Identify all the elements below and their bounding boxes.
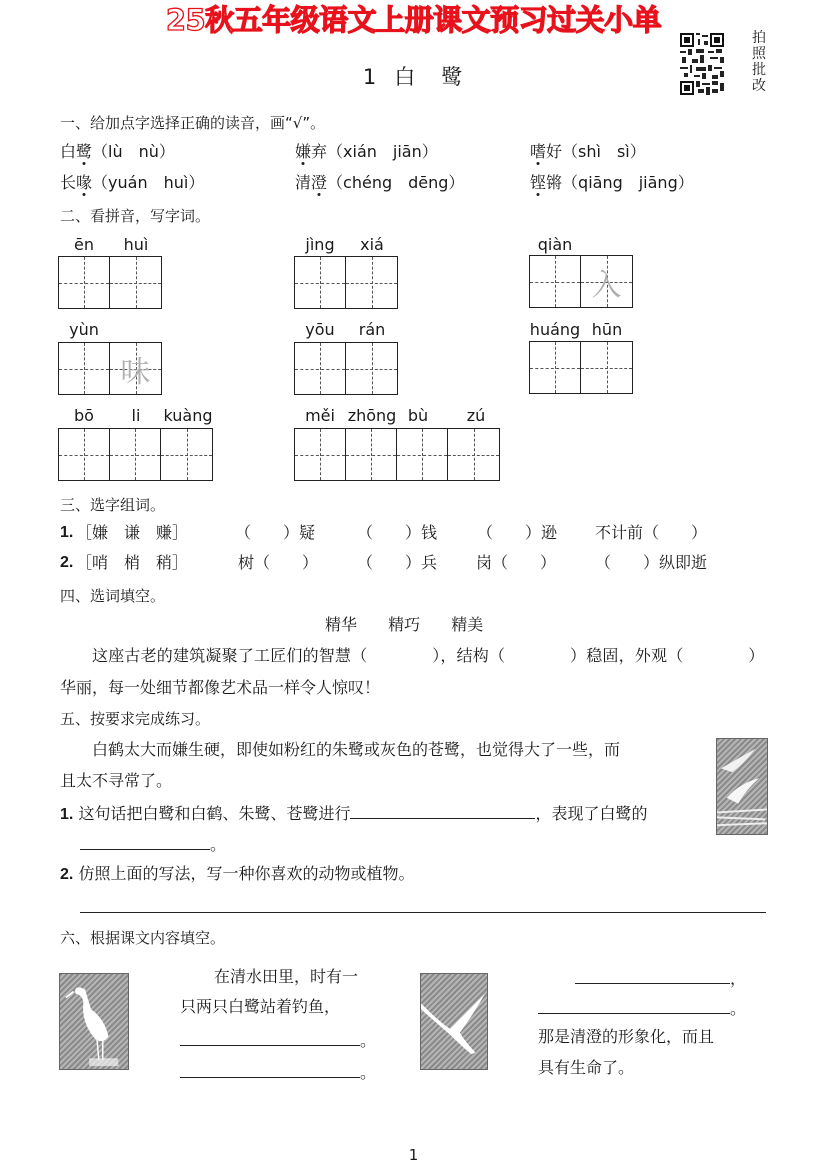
question-1 bbox=[60, 801, 720, 826]
pinyin-choice-item[interactable] bbox=[295, 172, 464, 194]
pinyin-syllable: yōu bbox=[305, 320, 335, 339]
pinyin-label bbox=[58, 406, 214, 426]
dotted-char: 澄 bbox=[311, 173, 328, 192]
pinyin-options: （yuán huì） bbox=[92, 173, 205, 192]
pinyin-options: （shì sì） bbox=[562, 142, 646, 161]
fill-blank[interactable]: （ ）钱 bbox=[357, 523, 438, 542]
text-right-line4: 具有生命了。 bbox=[538, 1058, 635, 1077]
writing-cell[interactable] bbox=[397, 429, 448, 480]
pinyin-choice-item[interactable] bbox=[295, 141, 438, 163]
lesson-char-2: 鹭 bbox=[441, 65, 465, 89]
question-text: ，表现了白鹭的 bbox=[535, 804, 648, 823]
writing-cell[interactable] bbox=[530, 256, 581, 307]
answer-line[interactable] bbox=[180, 1028, 360, 1046]
section6-heading: 六、根据课文内容填空。 bbox=[60, 929, 226, 947]
writing-cell[interactable] bbox=[581, 342, 632, 393]
word-options bbox=[325, 614, 483, 636]
pinyin-syllable: bù bbox=[407, 406, 429, 425]
question-text: 仿照上面的写法，写一种你喜欢的动物或植物。 bbox=[78, 864, 415, 883]
word-option: 精巧 bbox=[388, 615, 421, 634]
question-number: 2. bbox=[60, 866, 74, 883]
writing-cell[interactable] bbox=[448, 429, 499, 480]
writing-cell[interactable] bbox=[295, 257, 346, 308]
writing-cell[interactable] bbox=[295, 343, 346, 394]
lesson-number: 1 bbox=[362, 65, 379, 89]
text-left-blank1 bbox=[180, 1028, 376, 1052]
dotted-char: 喙 bbox=[76, 173, 93, 192]
writing-grid[interactable] bbox=[294, 428, 500, 481]
pinyin-syllable: li bbox=[131, 406, 141, 425]
egret-flying-image bbox=[420, 973, 488, 1070]
punctuation: 。 bbox=[730, 999, 747, 1018]
question-text: 这句话把白鹭和白鹤、朱鹭、苍鹭进行 bbox=[78, 804, 351, 823]
writing-cell[interactable] bbox=[530, 342, 581, 393]
writing-grid[interactable] bbox=[529, 341, 633, 394]
punctuation: 。 bbox=[210, 835, 227, 854]
pinyin-syllable: kuàng bbox=[163, 406, 213, 425]
pinyin-syllable: yùn bbox=[69, 320, 99, 339]
word-option: 精美 bbox=[451, 615, 484, 634]
pinyin-syllable: zú bbox=[466, 406, 486, 425]
writing-cell[interactable] bbox=[161, 429, 212, 480]
writing-cell[interactable] bbox=[581, 256, 632, 307]
pinyin-choice-item[interactable] bbox=[60, 172, 204, 194]
pinyin-label bbox=[529, 320, 633, 340]
section5-heading: 五、按要求完成练习。 bbox=[60, 710, 211, 728]
answer-line[interactable] bbox=[180, 1060, 360, 1078]
dotted-char: 嗜 bbox=[530, 142, 547, 161]
question-2 bbox=[60, 863, 414, 886]
fill-blank[interactable]: （ ）逊 bbox=[477, 523, 558, 542]
question-number: 1. bbox=[60, 806, 74, 823]
question-1-continued bbox=[80, 832, 226, 856]
pinyin-choice-item[interactable] bbox=[60, 141, 175, 163]
writing-cell[interactable] bbox=[346, 429, 397, 480]
dotted-char: 铿 bbox=[530, 173, 547, 192]
fill-blank[interactable]: （ ）纵即逝 bbox=[595, 553, 708, 572]
pinyin-label bbox=[294, 235, 398, 255]
text-left-line2: 只两只白鹭站着钓鱼， bbox=[180, 997, 341, 1016]
fill-sentence-line1[interactable]: 这座古老的建筑凝聚了工匠们的智慧（ ），结构（ ）稳固，外观（ ） bbox=[92, 646, 765, 665]
word-part: 清 bbox=[295, 173, 312, 192]
pinyin-options: （xián jiān） bbox=[327, 142, 438, 161]
answer-line[interactable] bbox=[80, 832, 210, 850]
pinyin-syllable: huì bbox=[123, 235, 149, 254]
pinyin-label bbox=[58, 320, 162, 340]
lesson-char-1: 白 bbox=[394, 65, 418, 89]
section3-heading: 三、选字组词。 bbox=[60, 496, 166, 514]
writing-cell[interactable] bbox=[346, 343, 397, 394]
qr-label-char: 改 bbox=[752, 78, 766, 94]
writing-grid[interactable] bbox=[58, 256, 162, 309]
fill-blank[interactable]: 不计前（ ） bbox=[595, 523, 708, 542]
writing-cell[interactable] bbox=[110, 343, 161, 394]
word-part: 好 bbox=[546, 142, 563, 161]
pinyin-syllable: zhōng bbox=[347, 406, 397, 425]
dotted-char: 嫌 bbox=[295, 142, 312, 161]
passage-line2: 且太不寻常了。 bbox=[60, 771, 173, 790]
pinyin-choice-item[interactable] bbox=[530, 172, 694, 194]
text-left-blank2 bbox=[180, 1060, 376, 1084]
egret-standing-image bbox=[59, 973, 129, 1070]
section2-heading: 二、看拼音，写字词。 bbox=[60, 207, 211, 225]
char-choices: ［嫌 谦 赚］ bbox=[76, 523, 189, 542]
pinyin-syllable: huáng bbox=[529, 320, 581, 339]
page-number: 1 bbox=[408, 1146, 419, 1164]
punctuation: 。 bbox=[360, 1063, 377, 1082]
punctuation: ， bbox=[730, 969, 747, 988]
fill-blank[interactable]: 岗（ ） bbox=[476, 553, 557, 572]
punctuation: 。 bbox=[360, 1031, 377, 1050]
text-right-blank1 bbox=[575, 966, 746, 990]
answer-line[interactable] bbox=[538, 996, 730, 1014]
qr-label-char: 批 bbox=[752, 62, 766, 78]
writing-grid[interactable] bbox=[58, 342, 162, 395]
text-left-line1: 在清水田里，时有一 bbox=[214, 967, 359, 986]
writing-cell[interactable] bbox=[295, 429, 346, 480]
pinyin-syllable: jìng bbox=[305, 235, 335, 254]
pinyin-options: （lù nù） bbox=[92, 142, 175, 161]
word-part: 弃 bbox=[311, 142, 328, 161]
fill-blank[interactable]: 树（ ） bbox=[238, 553, 319, 572]
pinyin-label bbox=[294, 406, 502, 426]
section4-heading: 四、选词填空。 bbox=[60, 587, 166, 605]
section1-heading: 一、给加点字选择正确的读音，画“√”。 bbox=[60, 114, 326, 132]
pinyin-syllable: xiá bbox=[360, 235, 384, 254]
given-character: 味 bbox=[120, 354, 151, 390]
writing-cell[interactable] bbox=[59, 257, 110, 308]
writing-grid[interactable] bbox=[58, 428, 213, 481]
writing-grid[interactable] bbox=[529, 255, 633, 308]
writing-cell[interactable] bbox=[110, 257, 161, 308]
qr-label-char: 拍 bbox=[752, 30, 766, 46]
fill-sentence-line2: 华丽，每一处细节都像艺术品一样令人惊叹！ bbox=[60, 678, 381, 697]
pinyin-syllable: hūn bbox=[591, 320, 623, 339]
pinyin-label bbox=[58, 235, 162, 255]
writing-grid[interactable] bbox=[294, 342, 398, 395]
fill-blank[interactable]: （ ）疑 bbox=[235, 523, 316, 542]
text-right-blank2 bbox=[538, 996, 746, 1020]
question-number: 1. bbox=[60, 524, 74, 541]
answer-line[interactable] bbox=[350, 801, 535, 819]
writing-cell[interactable] bbox=[59, 429, 110, 480]
lesson-title bbox=[0, 62, 827, 92]
passage-line1: 白鹤太大而嫌生硬，即使如粉红的朱鹭或灰色的苍鹭，也觉得大了一些，而 bbox=[92, 740, 621, 759]
pinyin-choice-item[interactable] bbox=[530, 141, 646, 163]
qr-label-char: 照 bbox=[752, 46, 766, 62]
word-part: 长 bbox=[60, 173, 77, 192]
pinyin-syllable: bō bbox=[74, 406, 94, 425]
text-right-line3: 那是清澄的形象化，而且 bbox=[538, 1027, 715, 1046]
question-number: 2. bbox=[60, 554, 74, 571]
pinyin-options: （qiāng jiāng） bbox=[562, 173, 694, 192]
banner-title: 25秋五年级语文上册课文预习过关小单 bbox=[165, 3, 662, 37]
dotted-char: 鹭 bbox=[76, 142, 93, 161]
choose-char-row bbox=[60, 522, 760, 544]
pinyin-syllable: qiàn bbox=[537, 235, 573, 254]
char-choices: ［哨 梢 稍］ bbox=[76, 553, 189, 572]
word-part: 白 bbox=[60, 142, 77, 161]
pinyin-syllable: měi bbox=[305, 406, 335, 425]
writing-cell[interactable] bbox=[346, 257, 397, 308]
writing-grid[interactable] bbox=[294, 256, 398, 309]
fill-blank[interactable]: （ ）兵 bbox=[357, 553, 438, 572]
writing-cell[interactable] bbox=[110, 429, 161, 480]
answer-line[interactable] bbox=[575, 966, 730, 984]
pinyin-label bbox=[294, 320, 398, 340]
choose-char-row bbox=[60, 552, 760, 574]
given-character: 入 bbox=[591, 267, 622, 303]
pinyin-syllable: rán bbox=[358, 320, 386, 339]
word-part: 锵 bbox=[546, 173, 563, 192]
egrets-flying-image bbox=[716, 738, 768, 835]
pinyin-options: （chéng dēng） bbox=[327, 173, 465, 192]
word-option: 精华 bbox=[325, 615, 358, 634]
writing-cell[interactable] bbox=[59, 343, 110, 394]
pinyin-label bbox=[529, 235, 633, 255]
pinyin-syllable: ēn bbox=[74, 235, 94, 254]
answer-line[interactable] bbox=[80, 895, 766, 913]
